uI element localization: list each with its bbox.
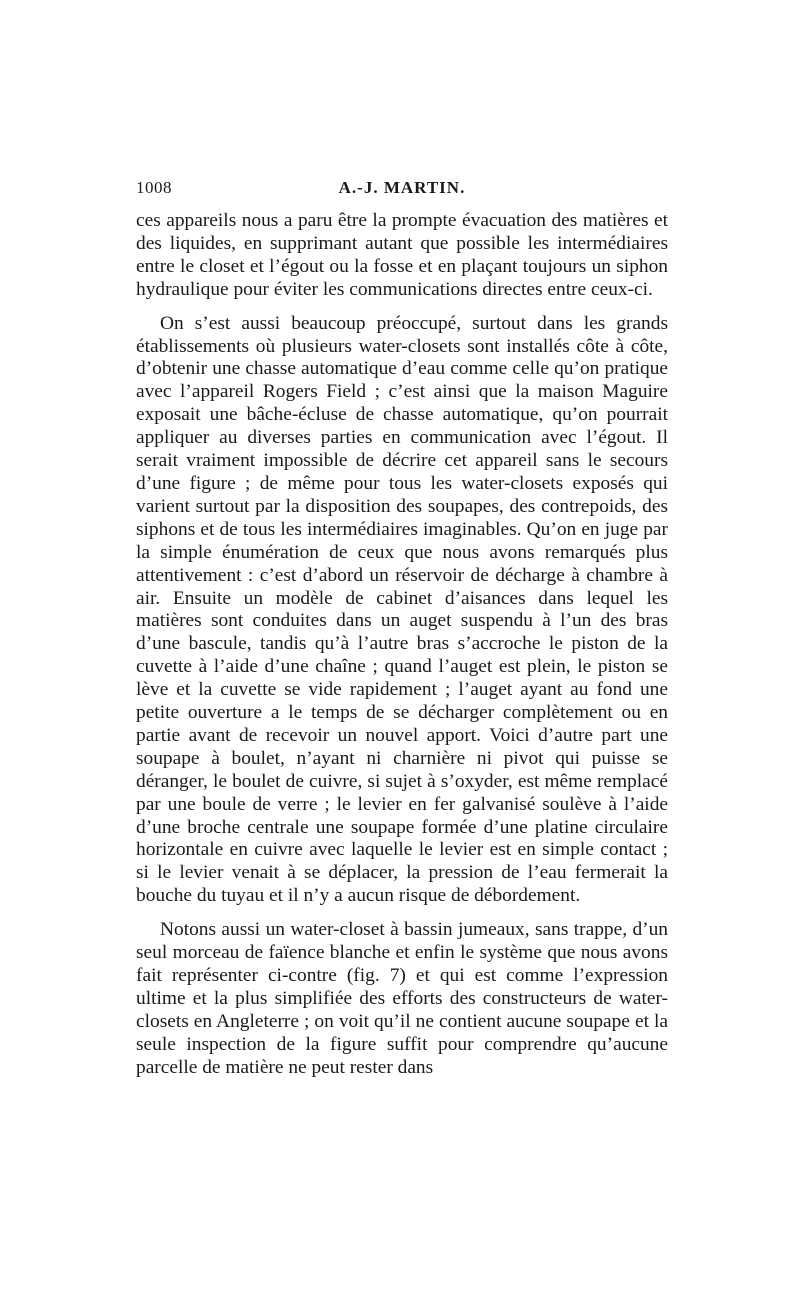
page-number: 1008 — [136, 178, 172, 197]
paragraph-chasse-automatique: On s’est aussi beaucoup préoccupé, surtout dans les grands établissements où plusieurs water-closets sont installés côte à côte, d’obtenir une chasse automatique d’eau comme celle qu’on pratique avec l’appareil Rogers Field ; c’est ainsi que la maison Maguire exposait une bâche-écluse de chasse automatique, qu’on pourrait appliquer au diverses parties en communication avec l’égout. Il serait vraiment impossible de décrire cet appareil sans le secours d’une figure ; de même pour tous les water-closets exposés qui varient surtout par la disposition des soupapes, des contrepoids, des siphons et de tous les intermédiaires imaginables. Qu’on en juge par la simple énumération de ceux que nous avons remarqués plus attentivement : c’est d’abord un réservoir de décharge à chambre à air. Ensuite un modèle de cabinet d’aisances dans lequel les matières sont conduites dans un auget suspendu à l’un des bras d’une bascule, tandis qu’à l’autre bras s’accroche le piston de la cuvette à l’aide d’une chaîne ; quand l’auget est plein, le piston se lève et la cuvette se vide rapidement ; l’auget ayant au fond une petite ouverture a le temps de se décharger complètement ou en partie avant de recevoir un nouvel apport. Voici d’autre part une soupape à boulet, n’ayant ni charnière ni pivot qui puisse se déranger, le boulet de cuivre, si sujet à s’oxyder, est même remplacé par une boule de verre ; le levier en fer galvanisé soulève à l’aide d’une broche centrale une soupape formée d’une platine circulaire horizontale en cuivre avec laquelle le levier est en simple contact ; si le levier venait à se déplacer, la pression de l’eau fermerait la bouche du tuyau et il n’y a aucun risque de débordement. — [136, 312, 668, 907]
body-text — [136, 210, 668, 1080]
paragraph-water-closet-jumeaux: Notons aussi un water-closet à bassin jumeaux, sans trappe, d’un seul morceau de faïence blanche et enfin le système que nous avons fait représenter ci-contre (fig. 7) et qui est comme l’expression ultime et la plus simplifiée des efforts des constructeurs de water-closets en Angleterre ; on voit qu’il ne contient aucune soupape et la seule inspection de la figure suffit pour comprendre qu’aucune parcelle de matière ne peut rester dans — [136, 919, 668, 1078]
running-title: A.-J. MARTIN. — [338, 178, 466, 197]
book-page — [136, 178, 668, 1091]
paragraph-continuation: ces appareils nous a paru être la prompte évacuation des matières et des liquides, en supprimant autant que possible les intermédiaires entre le closet et l’égout ou la fosse et en plaçant toujours un siphon hydraulique pour éviter les communications directes entre ceux-ci. — [136, 210, 668, 300]
running-head — [136, 178, 668, 202]
